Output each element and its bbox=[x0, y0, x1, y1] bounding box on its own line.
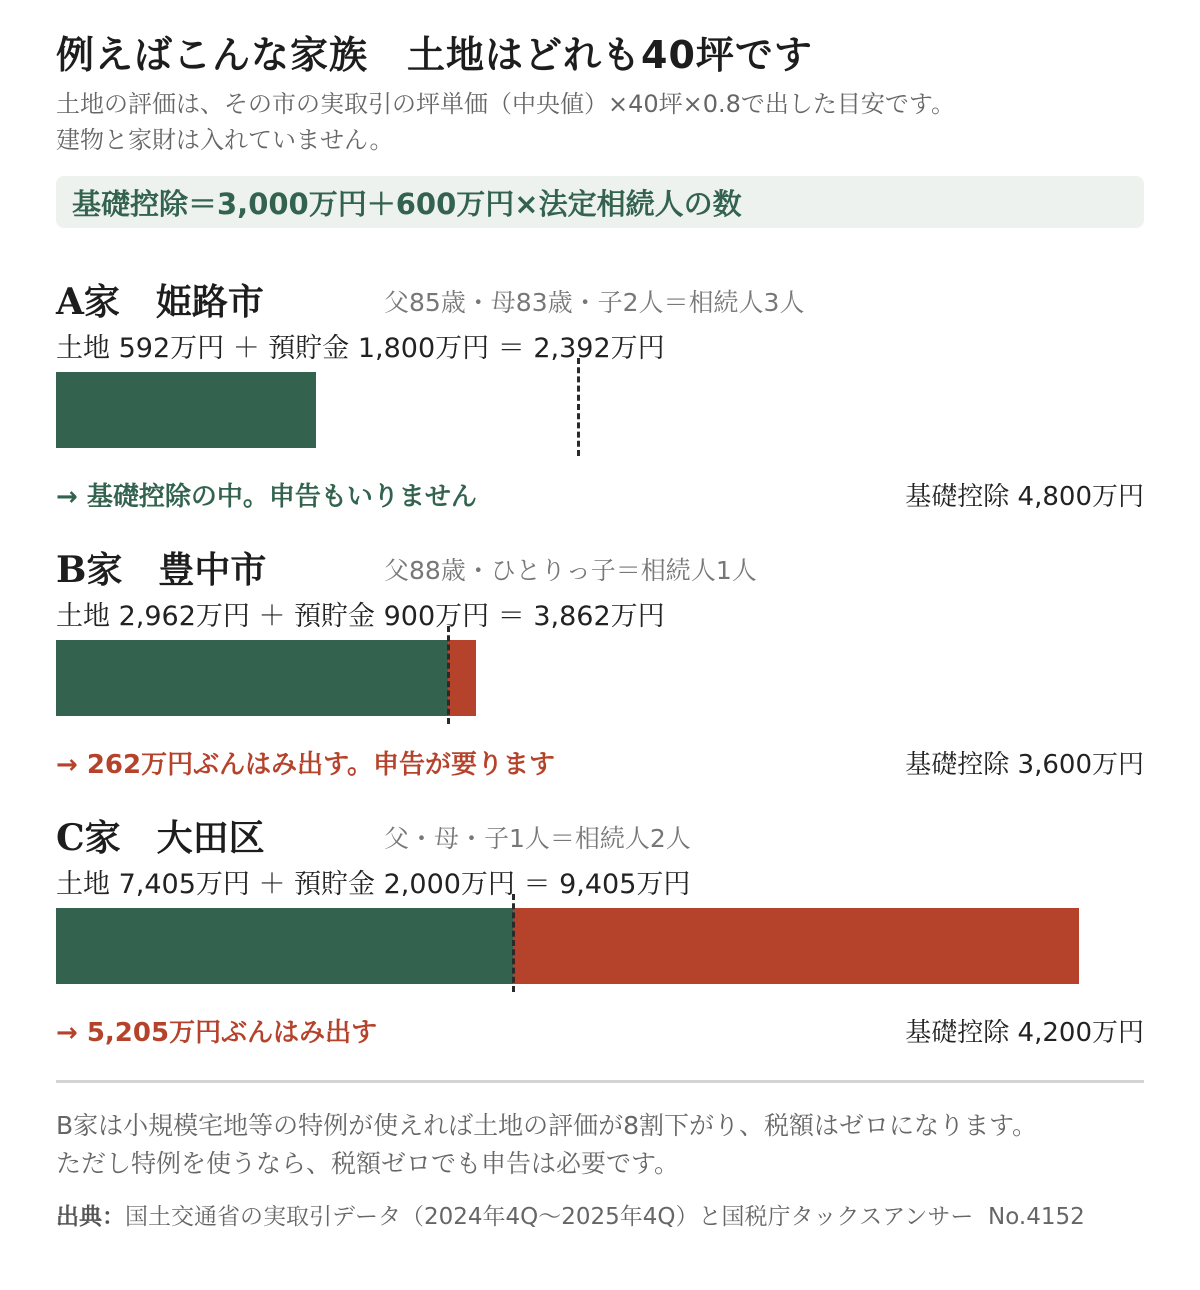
divider bbox=[56, 1080, 1144, 1083]
family-c-heirs: 父・母・子1人＝相続人2人 bbox=[384, 824, 691, 853]
family-a-deduction-label: 基礎控除 4,800万円 bbox=[905, 482, 1144, 512]
bar-within-deduction-c bbox=[56, 908, 513, 984]
deduction-line-b bbox=[447, 626, 450, 724]
formula-text: 基礎控除＝3,000万円＋600万円×法定相続人の数 bbox=[72, 187, 742, 221]
family-a-equation: 土地 592万円 ＋ 預貯金 1,800万円 ＝ 2,392万円 bbox=[56, 333, 665, 364]
family-c-verdict: → 5,205万円ぶんはみ出す bbox=[56, 1018, 378, 1048]
family-c-deduction-label: 基礎控除 4,200万円 bbox=[905, 1018, 1144, 1048]
family-a-name: A家 姫路市 bbox=[56, 281, 264, 323]
bar-within-deduction-b bbox=[56, 640, 448, 716]
bar-excess-b bbox=[448, 640, 476, 716]
family-b-deduction-label: 基礎控除 3,600万円 bbox=[905, 750, 1144, 780]
family-b-verdict: → 262万円ぶんはみ出す。申告が要ります bbox=[56, 750, 556, 780]
source-ref: No.4152 bbox=[988, 1204, 1085, 1230]
family-a-heirs: 父85歳・母83歳・子2人＝相続人3人 bbox=[384, 288, 805, 317]
subtitle-line-2: 建物と家財は入れていません。 bbox=[56, 126, 394, 154]
source-label: 出典： bbox=[56, 1204, 125, 1230]
family-b-equation: 土地 2,962万円 ＋ 預貯金 900万円 ＝ 3,862万円 bbox=[56, 601, 665, 632]
bar-excess-c bbox=[513, 908, 1079, 984]
deduction-line-c bbox=[512, 894, 515, 992]
source-text: 国土交通省の実取引データ（2024年4Q～2025年4Q）と国税庁タックスアンサー bbox=[125, 1204, 974, 1230]
deduction-line-a bbox=[577, 358, 580, 456]
family-b-name: B家 豊中市 bbox=[56, 549, 267, 591]
source-line bbox=[56, 1198, 1085, 1231]
page-title: 例えばこんな家族 土地はどれも40坪です bbox=[56, 33, 813, 77]
family-c-equation: 土地 7,405万円 ＋ 預貯金 2,000万円 ＝ 9,405万円 bbox=[56, 869, 691, 900]
family-c-name: C家 大田区 bbox=[56, 817, 265, 859]
subtitle-line-1: 土地の評価は、その市の実取引の坪単価（中央値）×40坪×0.8で出した目安です。 bbox=[56, 90, 956, 118]
family-b-heirs: 父88歳・ひとりっ子＝相続人1人 bbox=[384, 556, 757, 585]
note-line-1: B家は小規模宅地等の特例が使えれば土地の評価が8割下がり、税額はゼロになります。 bbox=[56, 1111, 1038, 1140]
note-line-2: ただし特例を使うなら、税額ゼロでも申告は必要です。 bbox=[56, 1149, 680, 1178]
bar-within-deduction-a bbox=[56, 372, 316, 448]
family-a-verdict: → 基礎控除の中。申告もいりません bbox=[56, 482, 477, 512]
